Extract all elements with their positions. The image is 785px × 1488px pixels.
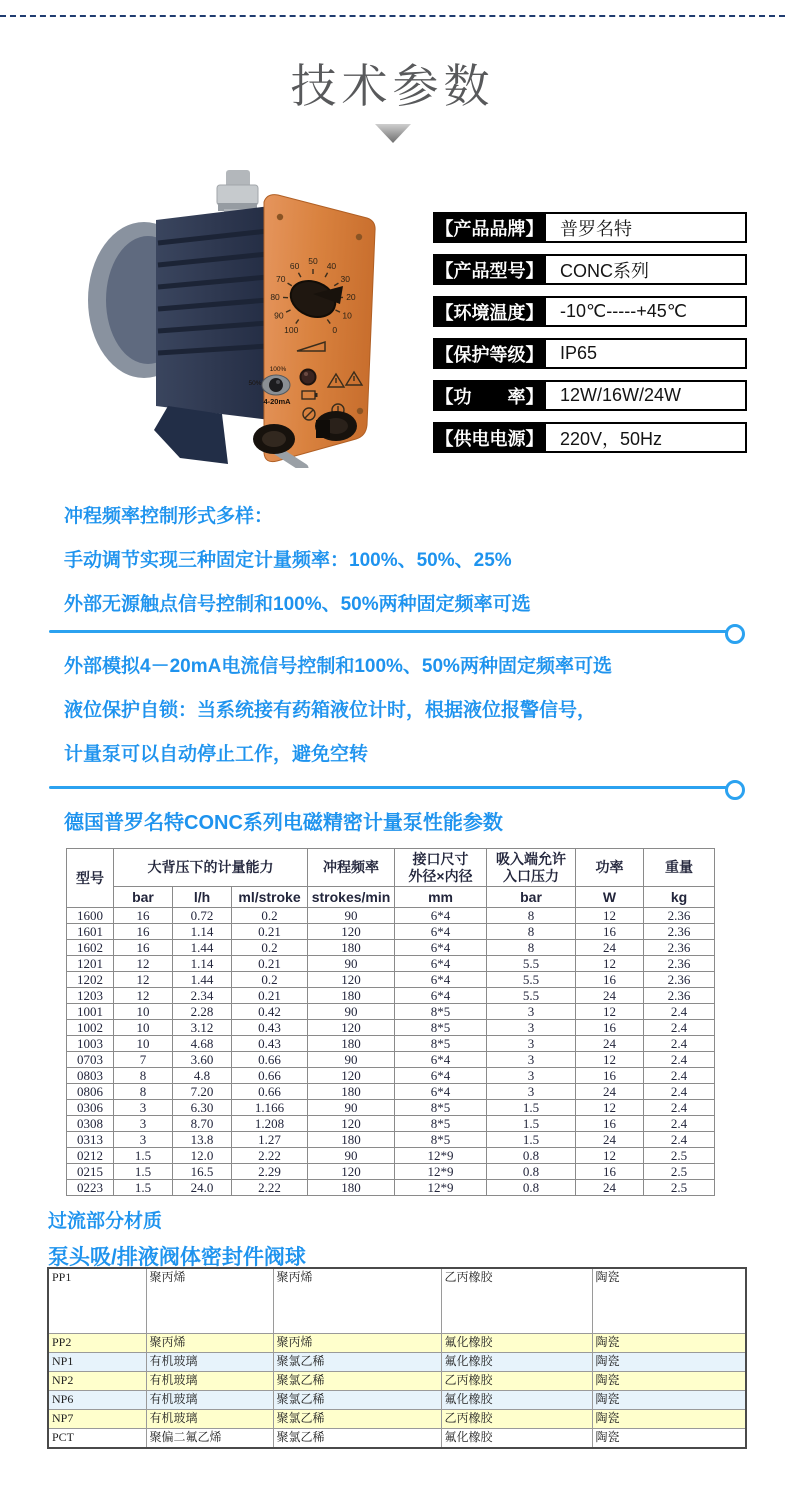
table-cell: PP1 bbox=[48, 1268, 146, 1334]
table-cell: 6*4 bbox=[395, 956, 487, 972]
table-cell: 4.8 bbox=[173, 1068, 232, 1084]
table-cell: 90 bbox=[308, 1148, 395, 1164]
table-cell: 3.60 bbox=[173, 1052, 232, 1068]
table-cell: 12.0 bbox=[173, 1148, 232, 1164]
table-cell: 2.34 bbox=[173, 988, 232, 1004]
table-cell: NP1 bbox=[48, 1353, 146, 1372]
table-cell: 0803 bbox=[67, 1068, 114, 1084]
table-cell: 0.72 bbox=[173, 908, 232, 924]
table-cell: 8*5 bbox=[395, 1116, 487, 1132]
table-cell: 0.66 bbox=[232, 1068, 308, 1084]
table-cell: 6*4 bbox=[395, 908, 487, 924]
table-cell: 0.66 bbox=[232, 1052, 308, 1068]
spec-value: -10℃-----+45℃ bbox=[546, 296, 747, 327]
spec-value: 12W/16W/24W bbox=[546, 380, 747, 411]
table-row bbox=[67, 956, 715, 972]
table-cell: 陶瓷 bbox=[592, 1353, 746, 1372]
units-row: bar l/h ml/stroke strokes/min mm bar W kg bbox=[67, 887, 715, 908]
table-cell: 1002 bbox=[67, 1020, 114, 1036]
table-cell: 氟化橡胶 bbox=[441, 1353, 592, 1372]
divider-dot-2 bbox=[725, 780, 745, 800]
feature-line: 外部模拟4－20mA电流信号控制和100%、50%两种固定频率可选 bbox=[64, 656, 612, 677]
pump-product-image bbox=[68, 168, 398, 468]
table-cell: 24 bbox=[576, 940, 644, 956]
table-cell: 3.12 bbox=[173, 1020, 232, 1036]
table-cell: 16 bbox=[576, 1068, 644, 1084]
table-cell: 0806 bbox=[67, 1084, 114, 1100]
table-cell: 氟化橡胶 bbox=[441, 1429, 592, 1449]
col-header-capacity: 大背压下的计量能力 bbox=[114, 849, 308, 887]
table-cell: 0703 bbox=[67, 1052, 114, 1068]
table-cell: 120 bbox=[308, 1116, 395, 1132]
table-row bbox=[48, 1334, 746, 1353]
table-cell: 2.4 bbox=[644, 1020, 715, 1036]
table-cell: 3 bbox=[487, 1084, 576, 1100]
table-cell: 乙丙橡胶 bbox=[441, 1410, 592, 1429]
table-cell: 0.21 bbox=[232, 988, 308, 1004]
perf-table-title: 德国普罗名特CONC系列电磁精密计量泵性能参数 bbox=[64, 812, 503, 834]
table-cell: 13.8 bbox=[173, 1132, 232, 1148]
table-cell: 120 bbox=[308, 924, 395, 940]
table-cell: 6*4 bbox=[395, 940, 487, 956]
col-header-model: 型号 bbox=[67, 849, 114, 908]
product-spec-list bbox=[433, 212, 747, 464]
table-cell: 90 bbox=[308, 956, 395, 972]
table-cell: 1.44 bbox=[173, 940, 232, 956]
table-cell: 陶瓷 bbox=[592, 1429, 746, 1449]
table-row bbox=[48, 1372, 746, 1391]
table-cell: 0.8 bbox=[487, 1164, 576, 1180]
table-cell: 2.36 bbox=[644, 956, 715, 972]
table-cell: 16 bbox=[114, 940, 173, 956]
down-arrow-icon bbox=[0, 122, 785, 150]
table-cell: 8*5 bbox=[395, 1020, 487, 1036]
table-row bbox=[67, 1164, 715, 1180]
feature-line: 液位保护自锁：当系统接有药箱液位计时，根据液位报警信号， bbox=[64, 700, 597, 721]
table-row bbox=[67, 1116, 715, 1132]
table-cell: 1203 bbox=[67, 988, 114, 1004]
table-cell: 2.36 bbox=[644, 908, 715, 924]
table-cell: 聚丙烯 bbox=[273, 1268, 441, 1334]
dial-number: 50 bbox=[308, 256, 318, 266]
table-cell: 0215 bbox=[67, 1164, 114, 1180]
col-header-power: 功率 bbox=[576, 849, 644, 887]
spec-label: 【产品型号】 bbox=[433, 254, 546, 285]
table-cell: 16 bbox=[576, 924, 644, 940]
table-cell: 乙丙橡胶 bbox=[441, 1372, 592, 1391]
table-cell: 氟化橡胶 bbox=[441, 1334, 592, 1353]
dial-number: 70 bbox=[276, 273, 286, 284]
table-cell: 0.8 bbox=[487, 1180, 576, 1196]
table-cell: 0.2 bbox=[232, 940, 308, 956]
table-row bbox=[67, 908, 715, 924]
table-cell: 12 bbox=[576, 1052, 644, 1068]
divider-line-1 bbox=[49, 630, 727, 633]
table-cell: 2.4 bbox=[644, 1004, 715, 1020]
table-cell: 0.42 bbox=[232, 1004, 308, 1020]
table-cell: 1.5 bbox=[487, 1132, 576, 1148]
table-row bbox=[67, 1132, 715, 1148]
table-cell: 3 bbox=[487, 1068, 576, 1084]
table-cell: 1.166 bbox=[232, 1100, 308, 1116]
divider-line-2 bbox=[49, 786, 727, 789]
table-cell: 聚丙烯 bbox=[273, 1334, 441, 1353]
table-cell: 1602 bbox=[67, 940, 114, 956]
table-cell: 3 bbox=[487, 1020, 576, 1036]
page-title: 技术参数 bbox=[290, 60, 495, 112]
spec-row bbox=[433, 422, 747, 453]
table-cell: 12 bbox=[576, 1100, 644, 1116]
spec-row bbox=[433, 254, 747, 285]
table-cell: 90 bbox=[308, 1052, 395, 1068]
table-cell: 90 bbox=[308, 1100, 395, 1116]
table-cell: 90 bbox=[308, 1004, 395, 1020]
table-cell: 2.5 bbox=[644, 1164, 715, 1180]
table-cell: 2.4 bbox=[644, 1036, 715, 1052]
table-cell: 1.5 bbox=[487, 1100, 576, 1116]
col-header-freq: 冲程频率 bbox=[308, 849, 395, 887]
table-cell: 8*5 bbox=[395, 1036, 487, 1052]
table-cell: 陶瓷 bbox=[592, 1372, 746, 1391]
table-row bbox=[67, 940, 715, 956]
table-row bbox=[67, 924, 715, 940]
feature-line: 外部无源触点信号控制和100%、50%两种固定频率可选 bbox=[64, 594, 531, 615]
table-row bbox=[67, 1036, 715, 1052]
table-cell: 180 bbox=[308, 1180, 395, 1196]
table-cell: 12 bbox=[576, 956, 644, 972]
table-cell: 12 bbox=[576, 1148, 644, 1164]
spec-row bbox=[433, 296, 747, 327]
table-row bbox=[67, 1180, 715, 1196]
table-cell: 5.5 bbox=[487, 988, 576, 1004]
table-row bbox=[48, 1410, 746, 1429]
table-cell: 2.4 bbox=[644, 1100, 715, 1116]
table-cell: 2.36 bbox=[644, 940, 715, 956]
table-cell: 12 bbox=[114, 956, 173, 972]
table-cell: 8*5 bbox=[395, 1132, 487, 1148]
feature-line: 计量泵可以自动停止工作，避免空转 bbox=[64, 744, 369, 765]
table-row bbox=[48, 1429, 746, 1449]
col-header-suction: 吸入端允许 入口压力 bbox=[487, 849, 576, 887]
table-cell: 2.4 bbox=[644, 1068, 715, 1084]
table-cell: NP2 bbox=[48, 1372, 146, 1391]
table-cell: 有机玻璃 bbox=[146, 1372, 273, 1391]
spec-label: 【产品品牌】 bbox=[433, 212, 546, 243]
table-row bbox=[67, 1100, 715, 1116]
feature-line: 手动调节实现三种固定计量频率：100%、50%、25% bbox=[64, 550, 512, 571]
table-cell: 24.0 bbox=[173, 1180, 232, 1196]
dial-number: 100 bbox=[284, 325, 299, 336]
table-cell: 1.44 bbox=[173, 972, 232, 988]
table-cell: 10 bbox=[114, 1020, 173, 1036]
table-cell: 16 bbox=[114, 924, 173, 940]
table-cell: 2.28 bbox=[173, 1004, 232, 1020]
table-cell: PP2 bbox=[48, 1334, 146, 1353]
table-cell: 陶瓷 bbox=[592, 1410, 746, 1429]
table-cell: 0.21 bbox=[232, 924, 308, 940]
table-cell: 7 bbox=[114, 1052, 173, 1068]
table-cell: 8 bbox=[487, 924, 576, 940]
table-cell: 6*4 bbox=[395, 1084, 487, 1100]
table-cell: 0.43 bbox=[232, 1020, 308, 1036]
feature-line: 冲程频率控制形式多样： bbox=[64, 506, 274, 527]
table-cell: 6*4 bbox=[395, 924, 487, 940]
table-cell: 16 bbox=[576, 972, 644, 988]
spec-value: IP65 bbox=[546, 338, 747, 369]
table-cell: 24 bbox=[576, 1180, 644, 1196]
table-row bbox=[67, 1148, 715, 1164]
table-cell: 0.43 bbox=[232, 1036, 308, 1052]
table-cell: 16 bbox=[576, 1164, 644, 1180]
spec-label: 【环境温度】 bbox=[433, 296, 546, 327]
table-cell: 12 bbox=[576, 1004, 644, 1020]
table-cell: 3 bbox=[487, 1004, 576, 1020]
table-cell: 180 bbox=[308, 1084, 395, 1100]
table-cell: 180 bbox=[308, 940, 395, 956]
table-cell: 聚丙烯 bbox=[146, 1334, 273, 1353]
materials-heading-1: 过流部分材质 bbox=[48, 1211, 163, 1232]
spec-label: 【保护等级】 bbox=[433, 338, 546, 369]
table-row bbox=[67, 1052, 715, 1068]
spec-value: 220V，50Hz bbox=[546, 422, 747, 453]
table-cell: 180 bbox=[308, 1132, 395, 1148]
table-cell: 4.68 bbox=[173, 1036, 232, 1052]
dial-number: 60 bbox=[289, 260, 300, 271]
table-cell: 6*4 bbox=[395, 1052, 487, 1068]
table-row bbox=[67, 988, 715, 1004]
table-cell: 24 bbox=[576, 1036, 644, 1052]
table-cell: 聚氯乙稀 bbox=[273, 1410, 441, 1429]
table-cell: 1001 bbox=[67, 1004, 114, 1020]
table-cell: 1003 bbox=[67, 1036, 114, 1052]
table-cell: 3 bbox=[114, 1100, 173, 1116]
table-cell: 10 bbox=[114, 1036, 173, 1052]
table-cell: 2.4 bbox=[644, 1116, 715, 1132]
toggle-label-100: 100% bbox=[269, 366, 287, 373]
table-cell: 2.36 bbox=[644, 924, 715, 940]
table-cell: 24 bbox=[576, 1132, 644, 1148]
table-cell: 7.20 bbox=[173, 1084, 232, 1100]
table-cell: 2.36 bbox=[644, 972, 715, 988]
table-cell: 8 bbox=[114, 1084, 173, 1100]
spec-value: CONC系列 bbox=[546, 254, 747, 285]
table-cell: 5.5 bbox=[487, 972, 576, 988]
table-cell: NP6 bbox=[48, 1391, 146, 1410]
table-row bbox=[67, 1068, 715, 1084]
dial-number: 10 bbox=[342, 310, 352, 321]
table-cell: 聚氯乙稀 bbox=[273, 1353, 441, 1372]
table-cell: 1202 bbox=[67, 972, 114, 988]
spec-label: 【供电电源】 bbox=[433, 422, 546, 453]
feature-block-2 bbox=[64, 650, 754, 782]
table-cell: 12*9 bbox=[395, 1164, 487, 1180]
table-cell: 24 bbox=[576, 1084, 644, 1100]
table-cell: 120 bbox=[308, 1164, 395, 1180]
table-cell: 8 bbox=[487, 908, 576, 924]
table-cell: 5.5 bbox=[487, 956, 576, 972]
table-cell: 1.5 bbox=[114, 1164, 173, 1180]
table-cell: 氟化橡胶 bbox=[441, 1391, 592, 1410]
table-row bbox=[48, 1391, 746, 1410]
table-cell: 聚丙烯 bbox=[146, 1268, 273, 1334]
table-cell: 6.30 bbox=[173, 1100, 232, 1116]
table-cell: 3 bbox=[487, 1036, 576, 1052]
table-cell: 陶瓷 bbox=[592, 1268, 746, 1334]
table-cell: 1600 bbox=[67, 908, 114, 924]
table-cell: 1201 bbox=[67, 956, 114, 972]
dial-number: 80 bbox=[270, 292, 280, 303]
table-cell: 12*9 bbox=[395, 1180, 487, 1196]
materials-table bbox=[47, 1267, 747, 1449]
table-cell: 90 bbox=[308, 908, 395, 924]
table-cell: 120 bbox=[308, 972, 395, 988]
table-cell: 0.2 bbox=[232, 972, 308, 988]
feature-block-1 bbox=[64, 500, 754, 632]
table-cell: 聚氯乙稀 bbox=[273, 1391, 441, 1410]
table-cell: 0.2 bbox=[232, 908, 308, 924]
table-cell: 3 bbox=[487, 1052, 576, 1068]
table-cell: 乙丙橡胶 bbox=[441, 1268, 592, 1334]
table-cell: 8.70 bbox=[173, 1116, 232, 1132]
table-cell: 1.5 bbox=[487, 1116, 576, 1132]
table-cell: 180 bbox=[308, 988, 395, 1004]
table-cell: 聚偏二氟乙烯 bbox=[146, 1429, 273, 1449]
table-cell: 1.5 bbox=[114, 1180, 173, 1196]
table-cell: 有机玻璃 bbox=[146, 1410, 273, 1429]
table-cell: 3 bbox=[114, 1116, 173, 1132]
table-cell: 陶瓷 bbox=[592, 1391, 746, 1410]
table-row bbox=[67, 1020, 715, 1036]
table-cell: 6*4 bbox=[395, 972, 487, 988]
table-cell: 8*5 bbox=[395, 1100, 487, 1116]
table-cell: 0313 bbox=[67, 1132, 114, 1148]
performance-table bbox=[66, 848, 715, 1196]
table-cell: 12*9 bbox=[395, 1148, 487, 1164]
table-cell: 2.5 bbox=[644, 1148, 715, 1164]
divider-dot-1 bbox=[725, 624, 745, 644]
toggle-label-50: 50% bbox=[248, 380, 262, 387]
table-cell: NP7 bbox=[48, 1410, 146, 1429]
table-cell: 2.5 bbox=[644, 1180, 715, 1196]
table-cell: 12 bbox=[114, 988, 173, 1004]
table-cell: 3 bbox=[114, 1132, 173, 1148]
spec-row bbox=[433, 338, 747, 369]
col-header-weight: 重量 bbox=[644, 849, 715, 887]
table-cell: 1601 bbox=[67, 924, 114, 940]
table-cell: 有机玻璃 bbox=[146, 1391, 273, 1410]
table-cell: 陶瓷 bbox=[592, 1334, 746, 1353]
pump-body bbox=[88, 206, 270, 464]
table-cell: 2.29 bbox=[232, 1164, 308, 1180]
table-cell: 2.4 bbox=[644, 1052, 715, 1068]
dial-number: 90 bbox=[274, 310, 284, 321]
table-cell: 8 bbox=[487, 940, 576, 956]
materials-heading-2: 泵头吸/排液阀体密封件阀球 bbox=[48, 1246, 306, 1269]
table-cell: 0212 bbox=[67, 1148, 114, 1164]
dial-number: 40 bbox=[326, 260, 337, 271]
table-cell: 16 bbox=[114, 908, 173, 924]
spec-value: 普罗名特 bbox=[546, 212, 747, 243]
spec-label: 【功 率】 bbox=[433, 380, 546, 411]
table-row bbox=[48, 1268, 746, 1334]
table-cell: 2.36 bbox=[644, 988, 715, 1004]
table-cell: 180 bbox=[308, 1036, 395, 1052]
table-cell: 12 bbox=[114, 972, 173, 988]
table-cell: 120 bbox=[308, 1020, 395, 1036]
dial-number: 20 bbox=[346, 292, 356, 303]
table-cell: PCT bbox=[48, 1429, 146, 1449]
toggle-label-420ma: 4-20mA bbox=[263, 397, 291, 406]
table-cell: 12 bbox=[576, 908, 644, 924]
table-cell: 2.4 bbox=[644, 1084, 715, 1100]
table-cell: 120 bbox=[308, 1068, 395, 1084]
table-cell: 0308 bbox=[67, 1116, 114, 1132]
table-cell: 0223 bbox=[67, 1180, 114, 1196]
table-cell: 聚氯乙稀 bbox=[273, 1372, 441, 1391]
table-cell: 0.66 bbox=[232, 1084, 308, 1100]
table-cell: 1.14 bbox=[173, 924, 232, 940]
table-cell: 24 bbox=[576, 988, 644, 1004]
table-cell: 6*4 bbox=[395, 1068, 487, 1084]
dial-number: 0 bbox=[332, 325, 338, 336]
table-cell: 8 bbox=[114, 1068, 173, 1084]
table-cell: 2.22 bbox=[232, 1180, 308, 1196]
table-cell: 1.208 bbox=[232, 1116, 308, 1132]
table-cell: 1.27 bbox=[232, 1132, 308, 1148]
table-cell: 10 bbox=[114, 1004, 173, 1020]
table-cell: 0306 bbox=[67, 1100, 114, 1116]
table-row bbox=[48, 1353, 746, 1372]
table-cell: 1.5 bbox=[114, 1148, 173, 1164]
table-cell: 0.8 bbox=[487, 1148, 576, 1164]
table-cell: 聚氯乙稀 bbox=[273, 1429, 441, 1449]
table-cell: 16 bbox=[576, 1116, 644, 1132]
table-cell: 1.14 bbox=[173, 956, 232, 972]
table-row bbox=[67, 1084, 715, 1100]
table-row bbox=[67, 972, 715, 988]
table-row bbox=[67, 1004, 715, 1020]
table-cell: 16.5 bbox=[173, 1164, 232, 1180]
table-cell: 2.22 bbox=[232, 1148, 308, 1164]
table-cell: 0.21 bbox=[232, 956, 308, 972]
table-cell: 2.4 bbox=[644, 1132, 715, 1148]
spec-row bbox=[433, 212, 747, 243]
dial-number: 30 bbox=[340, 273, 350, 284]
top-dashed-divider bbox=[0, 15, 785, 17]
spec-row bbox=[433, 380, 747, 411]
col-header-interface: 接口尺寸 外径×内径 bbox=[395, 849, 487, 887]
table-cell: 8*5 bbox=[395, 1004, 487, 1020]
table-cell: 有机玻璃 bbox=[146, 1353, 273, 1372]
table-cell: 16 bbox=[576, 1020, 644, 1036]
table-cell: 6*4 bbox=[395, 988, 487, 1004]
